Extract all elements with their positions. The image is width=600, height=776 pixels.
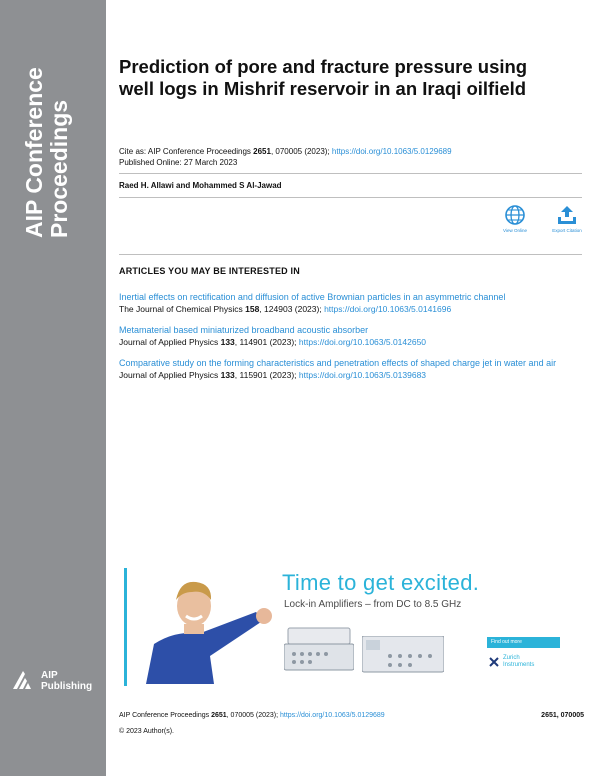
aip-logo-icon	[10, 668, 36, 694]
globe-icon	[504, 204, 526, 226]
journal-name: Journal of Applied Physics	[119, 369, 221, 380]
cite-line	[119, 146, 452, 157]
related-article-citation	[119, 370, 581, 382]
ad-instrument-image	[362, 636, 444, 674]
citation-block	[119, 146, 452, 168]
ad-accent-bar	[124, 568, 127, 686]
ad-person-illustration	[136, 572, 286, 684]
published-date: Published Online: 27 March 2023	[119, 158, 238, 167]
related-articles-heading: ARTICLES YOU MAY BE INTERESTED IN	[119, 266, 300, 276]
cite-suffix: , 070005 (2023);	[270, 147, 332, 156]
volume: 133	[220, 369, 235, 380]
related-article-citation	[119, 304, 581, 316]
zurich-instruments-logo	[489, 655, 534, 669]
volume: 133	[220, 336, 235, 347]
pages: , 114901 (2023);	[234, 336, 299, 347]
advertisement-banner[interactable]	[124, 568, 581, 686]
authors: Raed H. Allawi and Mohammed S Al-Jawad	[119, 181, 282, 190]
related-article	[119, 292, 581, 315]
brand-line2: Instruments	[503, 662, 535, 668]
aip-publishing-logo[interactable]	[10, 668, 92, 694]
export-icon	[556, 204, 578, 226]
journal-name: Journal of Applied Physics	[119, 336, 221, 347]
related-article-doi[interactable]: https://doi.org/10.1063/5.0141696	[324, 303, 452, 314]
pages: , 115901 (2023);	[234, 369, 299, 380]
ad-headline: Time to get excited.	[282, 570, 480, 595]
journal-name	[22, 18, 72, 238]
journal-name-line2: Proceedings	[46, 99, 72, 238]
export-citation-label: Export Citation	[552, 228, 582, 233]
journal-name: The Journal of Chemical Physics	[119, 303, 246, 314]
article-title: Prediction of pore and fracture pressure using well logs in Mishrif reservoir in an Iraqi oilfield	[119, 56, 528, 99]
copyright: © 2023 Author(s).	[119, 728, 174, 735]
related-article	[119, 325, 581, 348]
related-article-title[interactable]: Inertial effects on rectification and diffusion of active Brownian particles in an asymmetric channel	[119, 292, 506, 302]
find-out-more-button[interactable]: Find out more	[487, 637, 560, 648]
footer-cite-suffix: , 070005 (2023);	[226, 712, 280, 719]
cite-volume: 2651	[253, 147, 271, 156]
divider	[119, 197, 582, 198]
publisher-line2: Publishing	[41, 681, 93, 692]
page-footer	[119, 712, 584, 719]
view-online-label: View Online	[503, 228, 527, 233]
view-online-button[interactable]	[492, 204, 538, 233]
article-doi-link[interactable]: https://doi.org/10.1063/5.0129689	[331, 147, 452, 156]
related-articles-list	[119, 292, 581, 391]
footer-cite-prefix: AIP Conference Proceedings	[119, 712, 212, 719]
footer-volume: 2651	[211, 712, 227, 719]
export-citation-button[interactable]	[544, 204, 590, 233]
divider	[119, 254, 582, 255]
related-article	[119, 358, 581, 381]
publisher-line1: AIP	[41, 670, 58, 681]
related-article-title[interactable]: Comparative study on the forming characteristics and penetration effects of shaped charge jet in water and air	[119, 358, 557, 368]
pages: , 124903 (2023);	[259, 303, 325, 314]
zurich-instruments-icon	[489, 657, 499, 667]
related-article-citation	[119, 337, 581, 349]
related-article-doi[interactable]: https://doi.org/10.1063/5.0142650	[298, 336, 427, 347]
cite-prefix: Cite as: AIP Conference Proceedings	[119, 147, 254, 156]
related-article-doi[interactable]: https://doi.org/10.1063/5.0139683	[298, 369, 427, 380]
journal-name-line1: AIP Conference	[21, 67, 47, 238]
volume: 158	[245, 303, 260, 314]
footer-doi-link[interactable]: https://doi.org/10.1063/5.0129689	[280, 712, 385, 719]
related-article-title[interactable]: Metamaterial based miniaturized broadband acoustic absorber	[119, 325, 369, 335]
sidebar	[0, 0, 106, 776]
ad-subline: Lock-in Amplifiers – from DC to 8.5 GHz	[284, 599, 462, 610]
divider	[119, 173, 582, 174]
brand-line1: Zurich	[503, 655, 520, 661]
ad-instrument-image	[284, 626, 354, 672]
footer-page-ref: 2651, 070005	[541, 712, 584, 719]
